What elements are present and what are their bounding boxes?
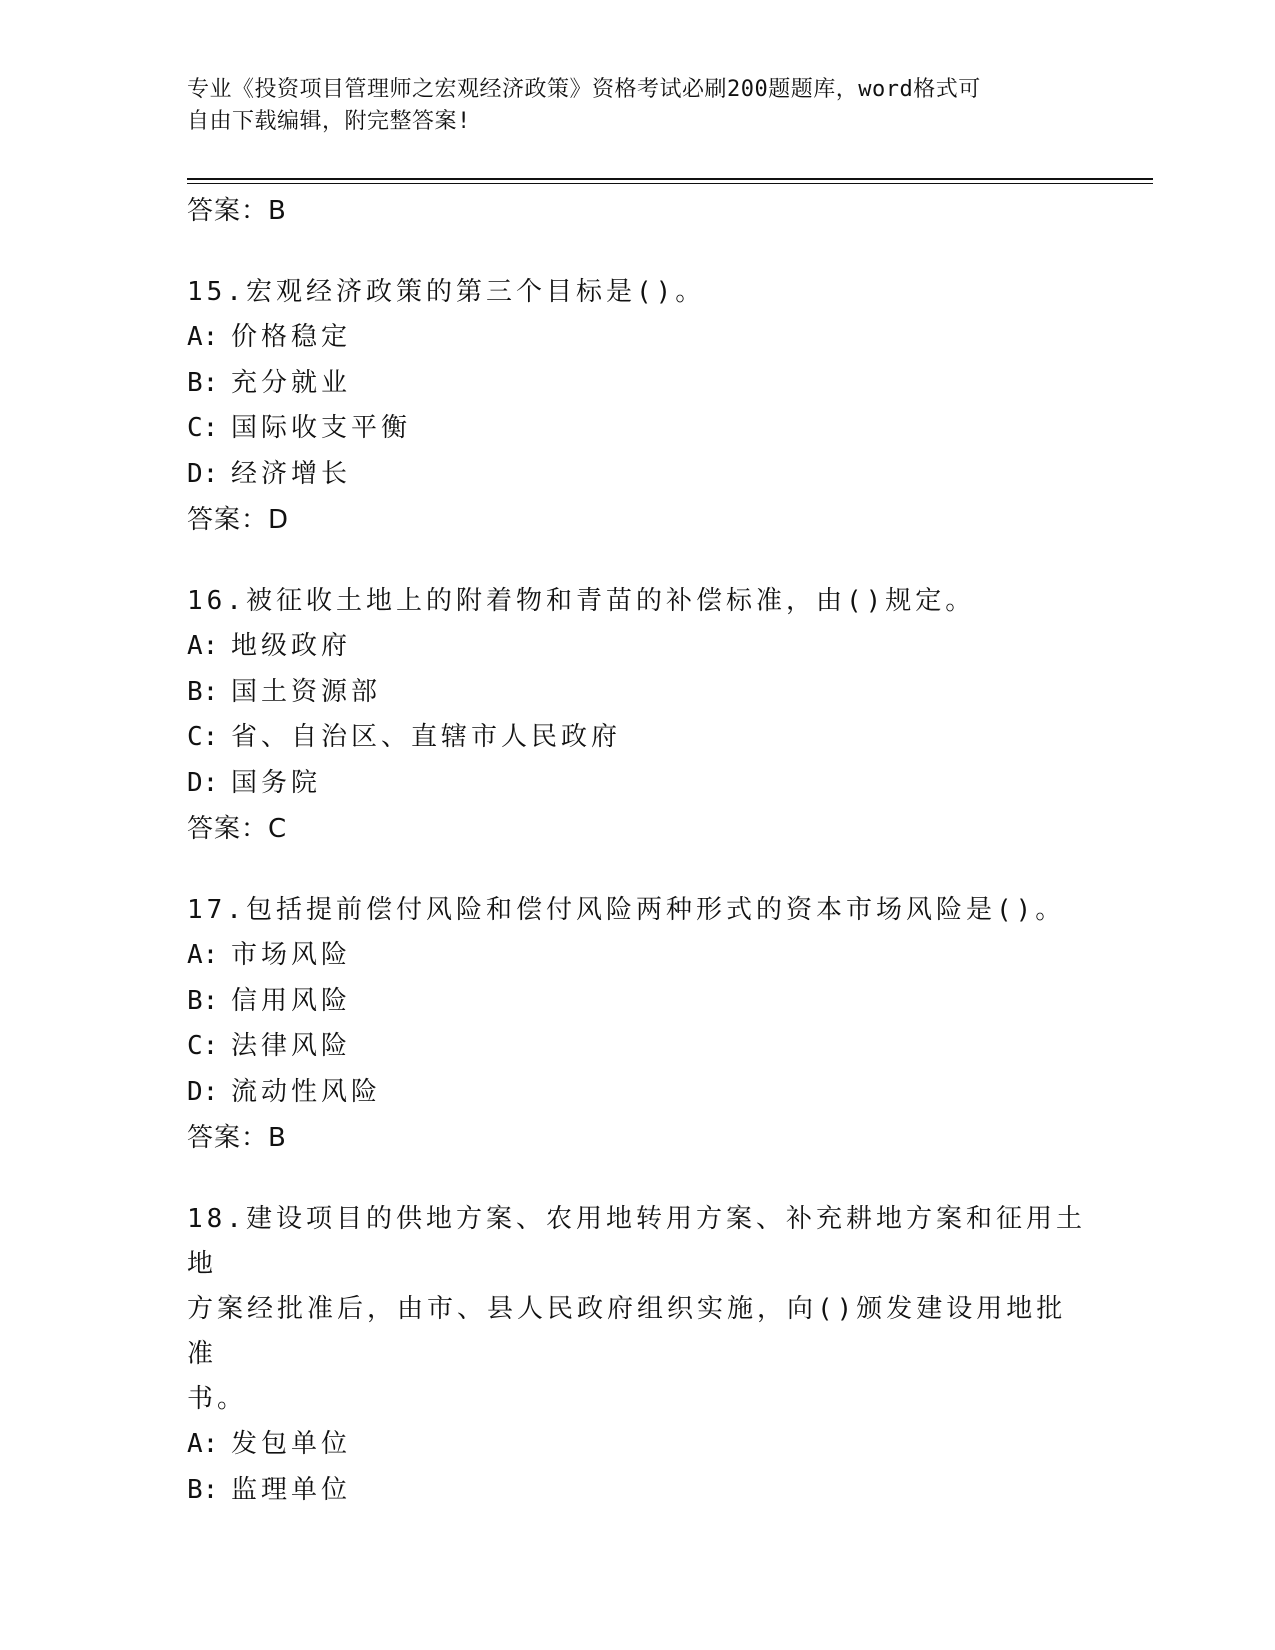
option-b bbox=[187, 979, 1087, 1025]
option-b bbox=[187, 361, 1087, 407]
question-stem-line: 书。 bbox=[187, 1384, 248, 1414]
question-stem: 17.包括提前偿付风险和偿付风险两种形式的资本市场风险是()。 bbox=[187, 895, 1066, 925]
option-letter: B: bbox=[187, 676, 219, 707]
option-a bbox=[187, 315, 1087, 361]
option-letter: D: bbox=[187, 458, 219, 489]
option-text: 国务院 bbox=[231, 767, 322, 798]
option-a bbox=[187, 1422, 1087, 1468]
option-b bbox=[187, 670, 1087, 716]
question-stem-line: 方案经批准后，由市、县人民政府组织实施，向()颁发建设用地批准 bbox=[187, 1294, 1067, 1369]
option-d bbox=[187, 452, 1087, 498]
option-text: 信用风险 bbox=[231, 985, 352, 1016]
option-letter: A: bbox=[187, 631, 219, 661]
option-a bbox=[187, 624, 1087, 670]
question-15 bbox=[187, 270, 1087, 543]
question-18 bbox=[187, 1197, 1087, 1513]
answer-line: 答案：D bbox=[187, 505, 290, 535]
option-c bbox=[187, 715, 1087, 761]
option-text: 省、自治区、直辖市人民政府 bbox=[231, 722, 622, 752]
answer-line: 答案：B bbox=[187, 1123, 287, 1153]
option-letter: B: bbox=[187, 1474, 219, 1505]
option-c bbox=[187, 1024, 1087, 1070]
option-letter: A: bbox=[187, 1429, 219, 1459]
option-letter: D: bbox=[187, 1076, 219, 1107]
option-text: 市场风险 bbox=[231, 940, 352, 970]
question-stem: 15.宏观经济政策的第三个目标是()。 bbox=[187, 277, 706, 307]
header-divider-thin bbox=[187, 183, 1153, 184]
option-letter: A: bbox=[187, 940, 219, 970]
option-b bbox=[187, 1468, 1087, 1514]
answer-line: 答案：C bbox=[187, 814, 288, 844]
question-list bbox=[187, 188, 1087, 1513]
option-text: 发包单位 bbox=[231, 1429, 352, 1459]
question-17 bbox=[187, 888, 1087, 1161]
option-d bbox=[187, 1070, 1087, 1116]
question-stem-line: 18.建设项目的供地方案、农用地转用方案、补充耕地方案和征用土地 bbox=[187, 1204, 1086, 1279]
option-text: 国际收支平衡 bbox=[231, 413, 412, 443]
option-letter: A: bbox=[187, 322, 219, 352]
option-text: 充分就业 bbox=[231, 367, 352, 398]
option-text: 法律风险 bbox=[231, 1031, 352, 1061]
option-text: 监理单位 bbox=[231, 1474, 352, 1505]
option-a bbox=[187, 933, 1087, 979]
option-letter: D: bbox=[187, 767, 219, 798]
answer-line: 答案：B bbox=[187, 196, 287, 226]
option-letter: C: bbox=[187, 413, 219, 443]
option-letter: B: bbox=[187, 367, 219, 398]
header-line-2: 自由下载编辑，附完整答案! bbox=[187, 109, 471, 134]
option-text: 国土资源部 bbox=[231, 676, 382, 707]
question-16 bbox=[187, 579, 1087, 852]
option-c bbox=[187, 406, 1087, 452]
option-d bbox=[187, 761, 1087, 807]
document-header bbox=[187, 74, 1087, 138]
option-letter: C: bbox=[187, 722, 219, 752]
option-text: 经济增长 bbox=[231, 458, 352, 489]
header-divider-thick bbox=[187, 178, 1153, 180]
option-letter: B: bbox=[187, 985, 219, 1016]
option-letter: C: bbox=[187, 1031, 219, 1061]
question-stem: 16.被征收土地上的附着物和青苗的补偿标准，由()规定。 bbox=[187, 586, 976, 616]
option-text: 流动性风险 bbox=[231, 1076, 382, 1107]
option-text: 地级政府 bbox=[231, 631, 352, 661]
option-text: 价格稳定 bbox=[231, 322, 352, 352]
header-line-1: 专业《投资项目管理师之宏观经济政策》资格考试必刷200题题库，word格式可 bbox=[187, 77, 981, 102]
